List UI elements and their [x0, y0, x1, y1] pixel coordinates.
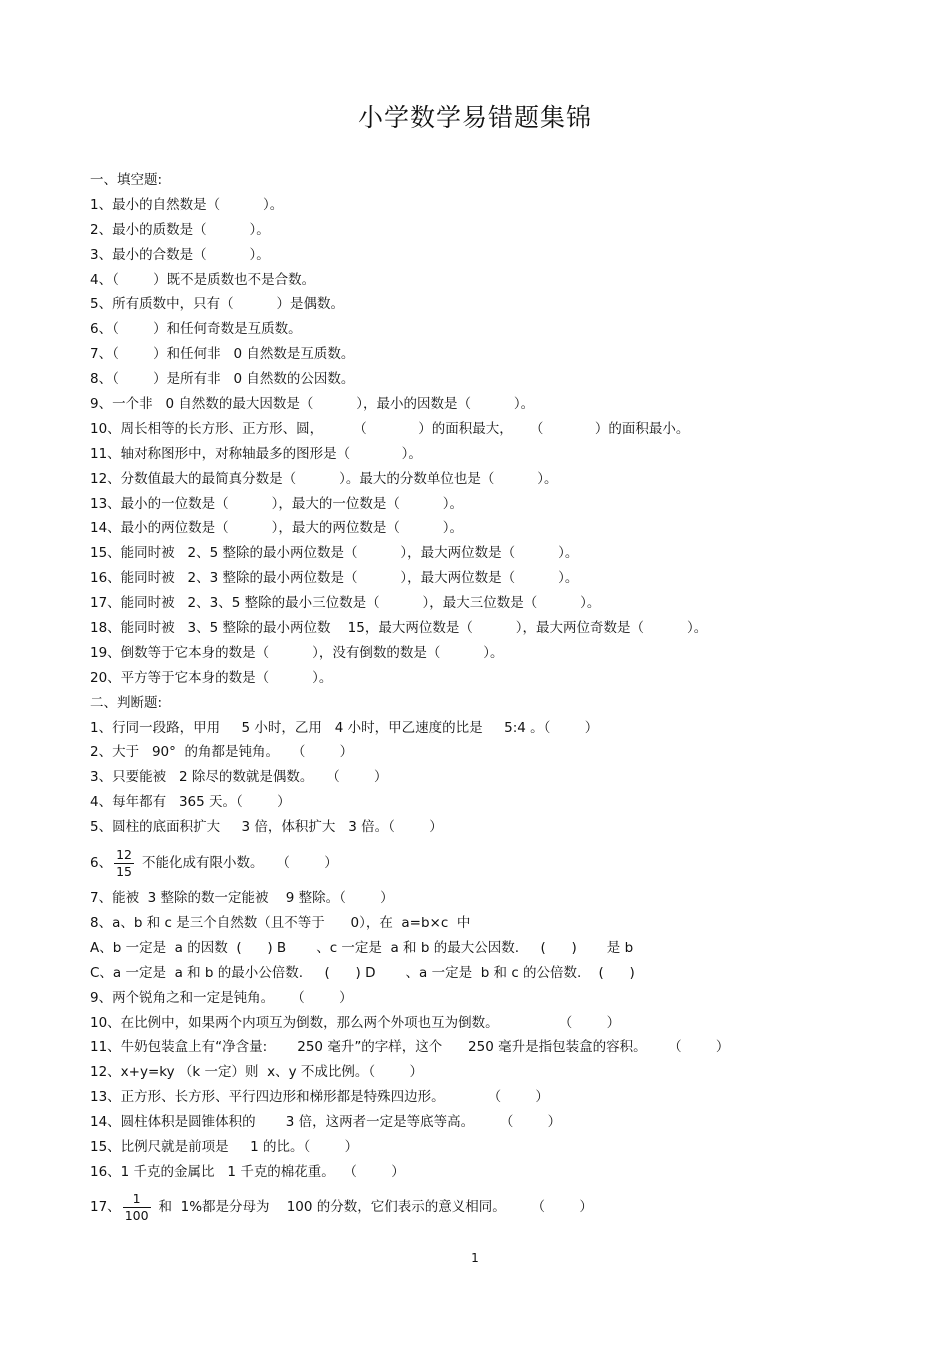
fill-blank-questions — [90, 193, 870, 691]
question-item: 15、比例尺就是前项是 1 的比。（ ） — [90, 1138, 359, 1155]
question-item: 4、（ ）既不是质数也不是合数。 — [90, 271, 316, 288]
fraction — [114, 847, 134, 880]
true-false-questions-2 — [90, 886, 870, 1185]
question-item: 3、最小的合数是（ ）。 — [90, 246, 270, 263]
question-item: 13、最小的一位数是（ ），最大的一位数是（ ）。 — [90, 495, 464, 512]
question-item: 7、能被 3 整除的数一定能被 9 整除。（ ） — [90, 890, 394, 907]
fraction-denominator: 15 — [116, 863, 132, 879]
question-item: 1、行同一段路，甲用 5 小时，乙用 4 小时，甲乙速度的比是 5:4 。（ ） — [90, 719, 599, 736]
question-item: 5、圆柱的底面积扩大 3 倍，体积扩大 3 倍。（ ） — [90, 819, 443, 836]
question-item: 2、大于 90° 的角都是钝角。 （ ） — [90, 744, 354, 761]
question-item: 16、能同时被 2、3 整除的最小两位数是（ ），最大两位数是（ ）。 — [90, 570, 579, 587]
fraction-numerator: 12 — [116, 846, 132, 862]
question-item: 10、周长相等的长方形、正方形、圆， （ ）的面积最大， （ ）的面积最小。 — [90, 420, 690, 437]
question-item: 12、x+y=ky （k 一定）则 x、y 不成比例。（ ） — [90, 1064, 423, 1081]
question-text: 和 1%都是分母为 100 的分数，它们表示的意义相同。 （ ） — [158, 1199, 593, 1216]
question-item: 1、最小的自然数是（ ）。 — [90, 196, 284, 213]
question-number: 6、 — [90, 854, 113, 871]
question-item: 3、只要能被 2 除尽的数就是偶数。 （ ） — [90, 769, 388, 786]
question-item: 6、（ ）和任何奇数是互质数。 — [90, 321, 302, 338]
page-number: 1 — [471, 1251, 479, 1265]
question-item: 14、圆柱体积是圆锥体积的 3 倍，这两者一定是等底等高。 （ ） — [90, 1114, 562, 1131]
question-item: 11、牛奶包装盒上有“净含量: 250 毫升”的字样，这个 250 毫升是指包装盒的容积。 （ ） — [90, 1039, 730, 1056]
document-title: 小学数学易错题集锦 — [357, 103, 592, 132]
document-body — [90, 168, 870, 1231]
question-item: 17、能同时被 2、3、5 整除的最小三位数是（ ），最大三位数是（ ）。 — [90, 595, 601, 612]
question-item: 15、能同时被 2、5 整除的最小两位数是（ ），最大两位数是（ ）。 — [90, 545, 579, 562]
question-17 — [90, 1185, 870, 1231]
fraction-numerator: 1 — [132, 1191, 141, 1207]
question-item: 12、分数值最大的最简真分数是（ ）。最大的分数单位也是（ ）。 — [90, 470, 558, 487]
question-number: 17、 — [90, 1199, 121, 1216]
question-item: 13、正方形、长方形、平行四边形和梯形都是特殊四边形。 （ ） — [90, 1089, 549, 1106]
question-item: 10、在比例中，如果两个内项互为倒数，那么两个外项也互为倒数。 （ ） — [90, 1014, 621, 1031]
question-item: 16、1 千克的金属比 1 千克的棉花重。 （ ） — [90, 1163, 405, 1180]
fraction — [123, 1191, 151, 1224]
question-item: C、a 一定是 a 和 b 的最小公倍数. ( ) D 、a 一定是 b 和 c 的公倍数. ( ) — [90, 964, 635, 981]
fraction-denominator: 100 — [124, 1208, 149, 1224]
question-item: 20、平方等于它本身的数是（ ）。 — [90, 669, 333, 686]
question-item: 2、最小的质数是（ ）。 — [90, 221, 270, 238]
question-item: 5、所有质数中，只有（ ）是偶数。 — [90, 296, 345, 313]
question-text: 不能化成有限小数。 （ ） — [142, 854, 338, 871]
question-6 — [90, 840, 870, 886]
section-heading-fill-blank: 一、填空题: — [90, 172, 163, 188]
question-item: 11、轴对称图形中，对称轴最多的图形是（ ）。 — [90, 445, 422, 462]
question-item: 14、最小的两位数是（ ），最大的两位数是（ ）。 — [90, 520, 464, 537]
question-item: 9、两个锐角之和一定是钝角。 （ ） — [90, 989, 353, 1006]
true-false-questions-1 — [90, 716, 870, 840]
question-item: 7、（ ）和任何非 0 自然数是互质数。 — [90, 346, 355, 363]
question-item: 18、能同时被 3、5 整除的最小两位数 15，最大两位数是（ ），最大两位奇数是（ ）。 — [90, 620, 708, 637]
question-item: 8、（ ）是所有非 0 自然数的公因数。 — [90, 371, 355, 388]
question-item: 19、倒数等于它本身的数是（ ），没有倒数的数是（ ）。 — [90, 644, 504, 661]
question-item: 9、一个非 0 自然数的最大因数是（ ），最小的因数是（ ）。 — [90, 396, 535, 413]
question-item: A、b 一定是 a 的因数 ( ) B 、c 一定是 a 和 b 的最大公因数. ( ) 是 b — [90, 939, 634, 956]
question-item: 4、每年都有 365 天。（ ） — [90, 794, 291, 811]
section-heading-true-false: 二、判断题: — [90, 694, 163, 711]
question-item: 8、a、b 和 c 是三个自然数（且不等于 0），在 a=b×c 中 — [90, 914, 471, 931]
